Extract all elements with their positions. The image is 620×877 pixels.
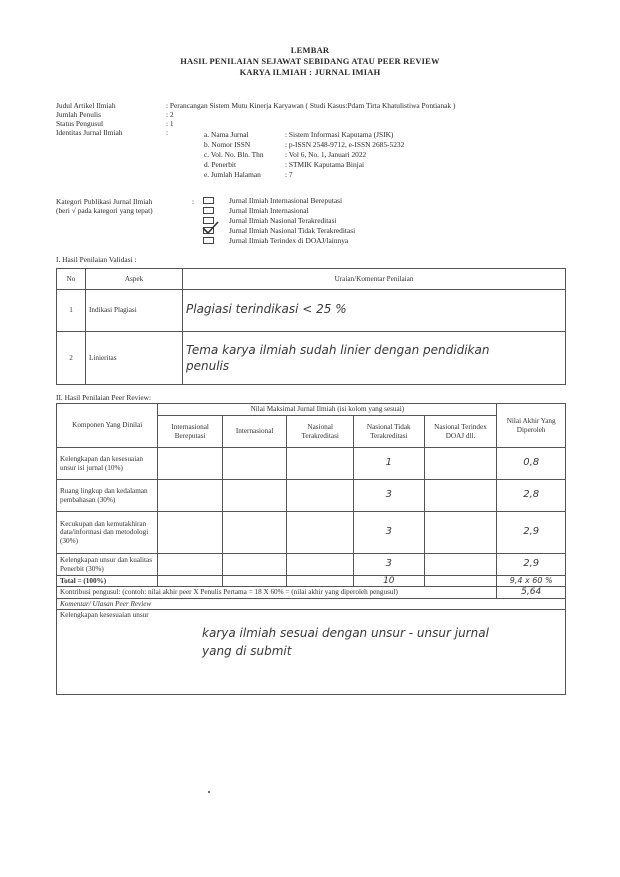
peer-col-nasional-tidak-terakreditasi: Nasional Tidak Terakreditasi: [353, 416, 424, 448]
validasi-aspek-1: Indikasi Plagiasi: [86, 290, 183, 332]
validasi-komentar-2b: penulis: [186, 359, 230, 373]
kategori-colon: :: [192, 197, 195, 206]
peer-head-nilai-maks: Nilai Maksimal Jurnal Ilmiah (isi kolom yang sesuai): [158, 404, 497, 416]
validasi-head-aspek: Aspek: [86, 269, 183, 290]
identitas-c-value: : Vol 6, No. 1, Januari 2022: [285, 150, 367, 159]
kategori-option-2: Jurnal Ilmiah Internasional: [229, 206, 309, 215]
peer-col-nasional-terakreditasi: Nasional Terakreditasi: [287, 416, 354, 448]
judul-label: Judul Artikel Ilmiah: [56, 101, 116, 110]
kategori-option-1: Jurnal Ilmiah Internasional Bereputasi: [229, 196, 343, 205]
identitas-colon: :: [166, 128, 169, 137]
checkmark-icon: [201, 221, 219, 235]
validasi-head-uraian: Uraian/Komentar Penilaian: [183, 269, 566, 290]
peer-nilai-4: 3: [385, 558, 392, 570]
kategori-hint: (beri √ pada kategori yang tepat): [56, 206, 153, 215]
status-pengusul-value: : 1: [166, 119, 174, 128]
kategori-option-5: Jurnal Ilmiah Terindex di DOAJ/lainnya: [229, 236, 349, 245]
validasi-no-2: 2: [57, 332, 86, 385]
table-row-kontribusi: [57, 587, 566, 598]
kategori-option-4: Jurnal Ilmiah Nasional Tidak Terakreditasi: [229, 226, 356, 235]
validasi-aspek-2: Linieritas: [86, 332, 183, 385]
peer-head-nilai-akhir: Nilai Akhir Yang Diperoleh: [497, 404, 566, 448]
section1-title: I. Hasil Penilaian Validasi :: [56, 255, 137, 264]
validasi-head-no: No: [57, 269, 86, 290]
peer-nilai-3: 3: [385, 526, 392, 538]
validasi-no-1: 1: [57, 290, 86, 332]
peer-komentar-cell: [57, 610, 566, 695]
validasi-row: [57, 332, 566, 385]
identitas-b-value: : p-ISSN 2548-9712, e-ISSN 2685-5232: [285, 140, 405, 149]
peer-kelengkapan-label: Kelengkapan kesesuaian unsur: [60, 611, 149, 620]
kategori-checkbox-1[interactable]: [203, 197, 214, 204]
section2-title: II. Hasil Penilaian Peer Review:: [56, 393, 152, 402]
doc-title-line3: KARYA ILMIAH : JURNAL IMIAH: [239, 67, 381, 77]
peer-komentar-label: Komentar/ Ulasan Peer Review: [57, 598, 566, 609]
peer-total-akhir: 9,4 x 60 %: [509, 576, 553, 585]
table-row: [57, 554, 566, 576]
peer-komponen-2: Ruang lingkup dan kedalaman pembahasan (30%): [57, 480, 158, 512]
kategori-checkbox-2[interactable]: [203, 207, 214, 214]
peer-review-table: [56, 403, 566, 695]
identitas-c-label: c. Vol. No. Bln. Thn: [204, 150, 264, 159]
identitas-d-label: d. Penerbit: [204, 160, 237, 169]
peer-nilai-2: 3: [385, 489, 392, 501]
peer-head-komponen: Komponen Yang Dinilai: [57, 404, 158, 448]
peer-col-nasional-terindex: Nasional Terindex DOAJ dll.: [424, 416, 497, 448]
peer-kontribusi-value: 5,64: [521, 587, 542, 598]
peer-col-internasional: Internasional: [222, 416, 287, 448]
peer-akhir-4: 2,9: [523, 558, 540, 570]
identitas-e-label: e. Jumlah Halaman: [204, 170, 261, 179]
peer-col-internasional-bereputasi: Internasional Bereputasi: [158, 416, 223, 448]
judul-value: : Perancangan Sistem Mutu Kinerja Karyawan ( Studi Kasus:Pdam Tirta Khatulistiwa Pontianak ): [166, 101, 456, 110]
validasi-komentar-cell-2: [183, 332, 566, 385]
peer-total-label: Total = (100%): [57, 576, 158, 587]
validasi-row: [57, 290, 566, 332]
identitas-b-label: b. Nomor ISSN: [204, 140, 251, 149]
peer-total-nilai: 10: [383, 576, 395, 586]
table-row-total: [57, 576, 566, 587]
kategori-option-3: Jurnal Ilmiah Nasional Terakreditasi: [229, 216, 337, 225]
identitas-d-value: : STMIK Kaputama Binjai: [285, 160, 365, 169]
table-row: [57, 480, 566, 512]
table-row: [57, 448, 566, 480]
status-pengusul-label: Status Pengusul: [56, 119, 104, 128]
peer-akhir-1: 0,8: [523, 457, 540, 469]
doc-title-line2: HASIL PENILAIAN SEJAWAT SEBIDANG ATAU PEER REVIEW: [180, 56, 440, 66]
kategori-label: Kategori Publikasi Jurnal Ilmiah: [56, 197, 153, 206]
jumlah-penulis-label: Jumlah Penulis: [56, 110, 101, 119]
peer-akhir-3: 2,9: [523, 526, 540, 538]
identitas-label: Identitas Jurnal Ilmiah: [56, 128, 123, 137]
identitas-e-value: : 7: [285, 170, 293, 179]
doc-title-line1: LEMBAR: [290, 45, 330, 55]
identitas-a-value: : Sistem Informasi Kaputama (JSIK): [285, 130, 394, 139]
validasi-komentar-2a: Tema karya ilmiah sudah linier dengan pendidikan: [186, 343, 490, 357]
kategori-checkbox-5[interactable]: [203, 237, 214, 244]
peer-kontribusi-label: Kontribusi pengusul: (contoh: nilai akhir peer X Penulis Pertama = 18 X 60% = (nilai akhir yang diperoleh pengusul): [57, 587, 497, 598]
validasi-komentar-1: Plagiasi terindikasi < 25 %: [186, 302, 347, 317]
peer-komentar-2: yang di submit: [202, 643, 292, 658]
validasi-table: [56, 268, 566, 385]
stray-mark: [208, 791, 210, 793]
table-row: [57, 512, 566, 554]
peer-akhir-2: 2,8: [523, 489, 540, 501]
identitas-a-label: a. Nama Jurnal: [204, 130, 249, 139]
validasi-komentar-cell-1: [183, 290, 566, 332]
peer-komponen-4: Kelengkapan unsur dan kualitas Penerbit (30%): [57, 554, 158, 576]
peer-komentar-1: karya ilmiah sesuai dengan unsur - unsur jurnal: [202, 625, 489, 640]
jumlah-penulis-value: : 2: [166, 110, 174, 119]
peer-komponen-3: Kecukupan dan kemutakhiran data/informasi dan metodologi (30%): [57, 512, 158, 554]
peer-komponen-1: Kelengkapan dan kesesuaian unsur isi jurnal (10%): [57, 448, 158, 480]
peer-nilai-1: 1: [385, 457, 392, 469]
